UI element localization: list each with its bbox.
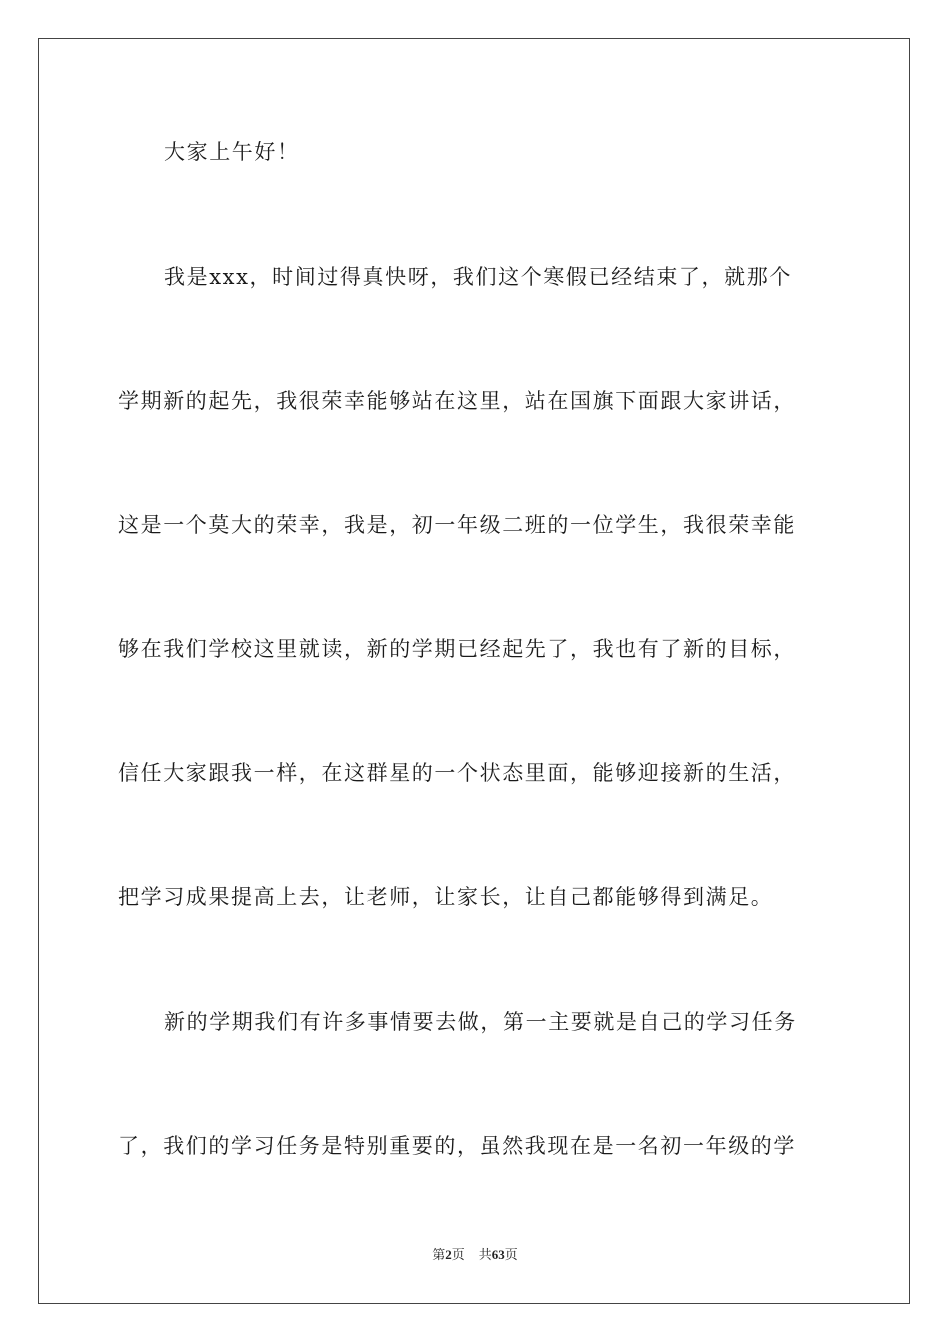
paragraph-2-line-1: 新的学期我们有许多事情要去做，第一主要就是自己的学习任务 [164, 1010, 797, 1034]
paragraph-1-line-1: 我是xxx，时间过得真快呀，我们这个寒假已经结束了，就那个 [164, 265, 792, 289]
total-prefix: 共 [478, 1248, 492, 1263]
paragraph-1-line-5: 信任大家跟我一样，在这群星的一个状态里面，能够迎接新的生活， [118, 761, 796, 785]
total-pages: 63 [491, 1247, 505, 1262]
greeting-line: 大家上午好！ [164, 140, 300, 164]
paragraph-1-line-6: 把学习成果提高上去，让老师，让家长，让自己都能够得到满足。 [118, 885, 774, 909]
paragraph-2-line-2: 了，我们的学习任务是特别重要的，虽然我现在是一名初一年级的学 [118, 1134, 796, 1158]
page-number: 2 [445, 1247, 452, 1262]
page-suffix: 页 [451, 1248, 465, 1263]
paragraph-1-line-2: 学期新的起先，我很荣幸能够站在这里，站在国旗下面跟大家讲话， [118, 389, 796, 413]
page-border [38, 38, 910, 1304]
page-footer [0, 1246, 950, 1265]
paragraph-1-line-3: 这是一个莫大的荣幸，我是，初一年级二班的一位学生，我很荣幸能 [118, 513, 796, 537]
page-prefix: 第 [432, 1248, 446, 1263]
total-suffix: 页 [504, 1248, 518, 1263]
paragraph-1-line-4: 够在我们学校这里就读，新的学期已经起先了，我也有了新的目标， [118, 637, 796, 661]
